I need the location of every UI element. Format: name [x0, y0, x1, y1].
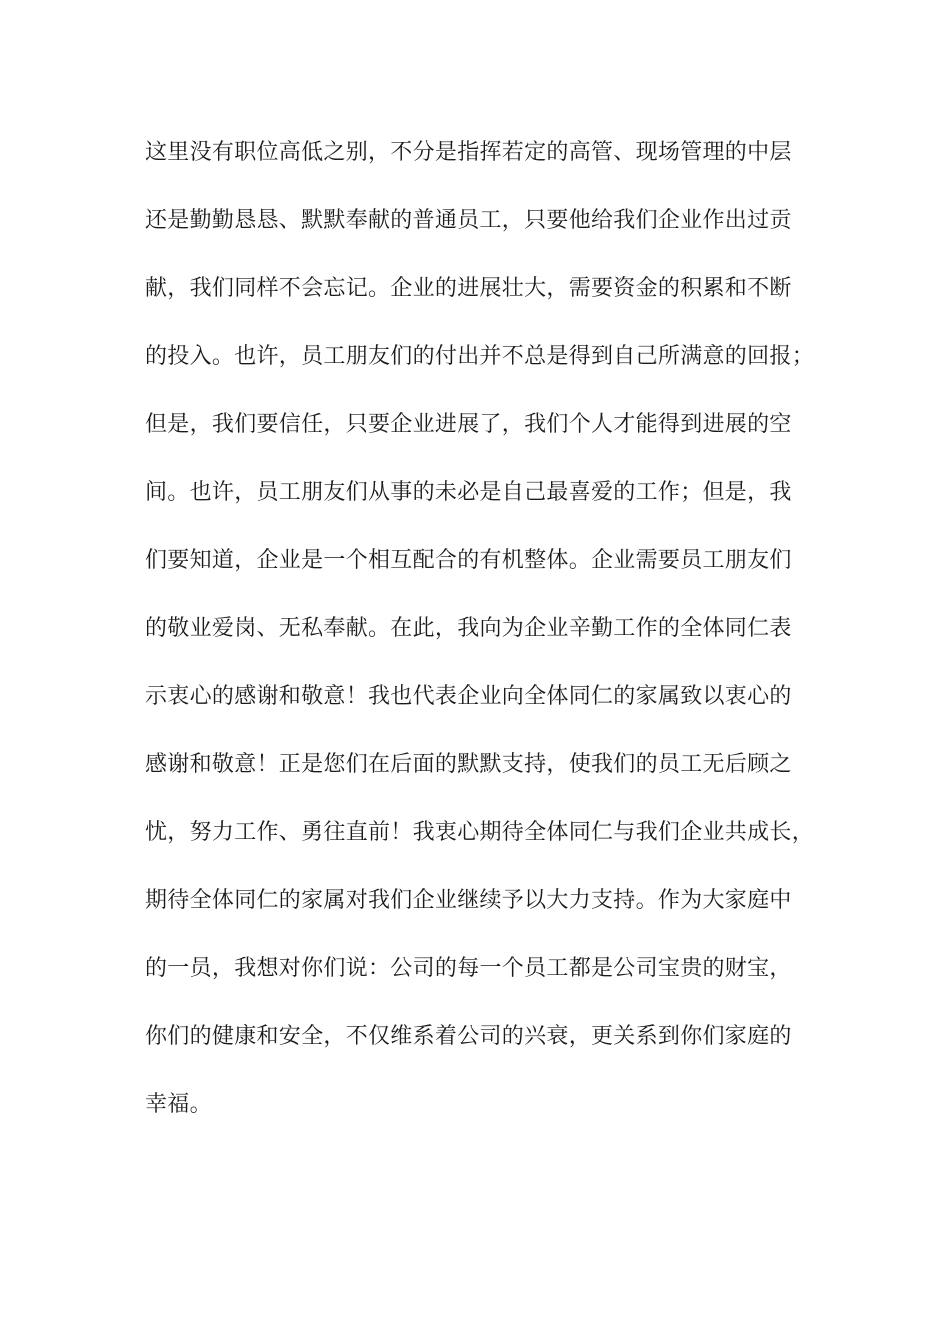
text-line: 们要知道，企业是一个相互配合的有机整体。企业需要员工朋友们	[145, 548, 792, 573]
text-line: 你们的健康和安全，不仅维系着公司的兴衰，更关系到你们家庭的	[145, 1024, 792, 1049]
text-line: 但是，我们要信任，只要企业进展了，我们个人才能得到进展的空	[145, 412, 792, 437]
body-paragraph	[145, 131, 825, 1151]
text-line: 献，我们同样不会忘记。企业的进展壮大，需要资金的积累和不断	[145, 276, 792, 301]
text-line: 示衷心的感谢和敬意！我也代表企业向全体同仁的家属致以衷心的	[145, 684, 792, 709]
text-line: 的投入。也许，员工朋友们的付出并不总是得到自己所满意的回报；	[145, 344, 815, 369]
text-line: 这里没有职位高低之别，不分是指挥若定的高管、现场管理的中层	[145, 140, 792, 165]
text-line: 期待全体同仁的家属对我们企业继续予以大力支持。作为大家庭中	[145, 888, 792, 913]
text-line: 还是勤勤恳恳、默默奉献的普通员工，只要他给我们企业作出过贡	[145, 208, 792, 233]
text-line: 忧，努力工作、勇往直前！我衷心期待全体同仁与我们企业共成长，	[145, 820, 815, 845]
text-line: 幸福。	[145, 1092, 212, 1117]
text-line: 间。也许，员工朋友们从事的未必是自己最喜爱的工作；但是，我	[145, 480, 792, 505]
text-line: 感谢和敬意！正是您们在后面的默默支持，使我们的员工无后顾之	[145, 752, 792, 777]
text-line: 的一员，我想对你们说：公司的每一个员工都是公司宝贵的财宝，	[145, 956, 792, 981]
text-line: 的敬业爱岗、无私奉献。在此，我向为企业辛勤工作的全体同仁表	[145, 616, 792, 641]
